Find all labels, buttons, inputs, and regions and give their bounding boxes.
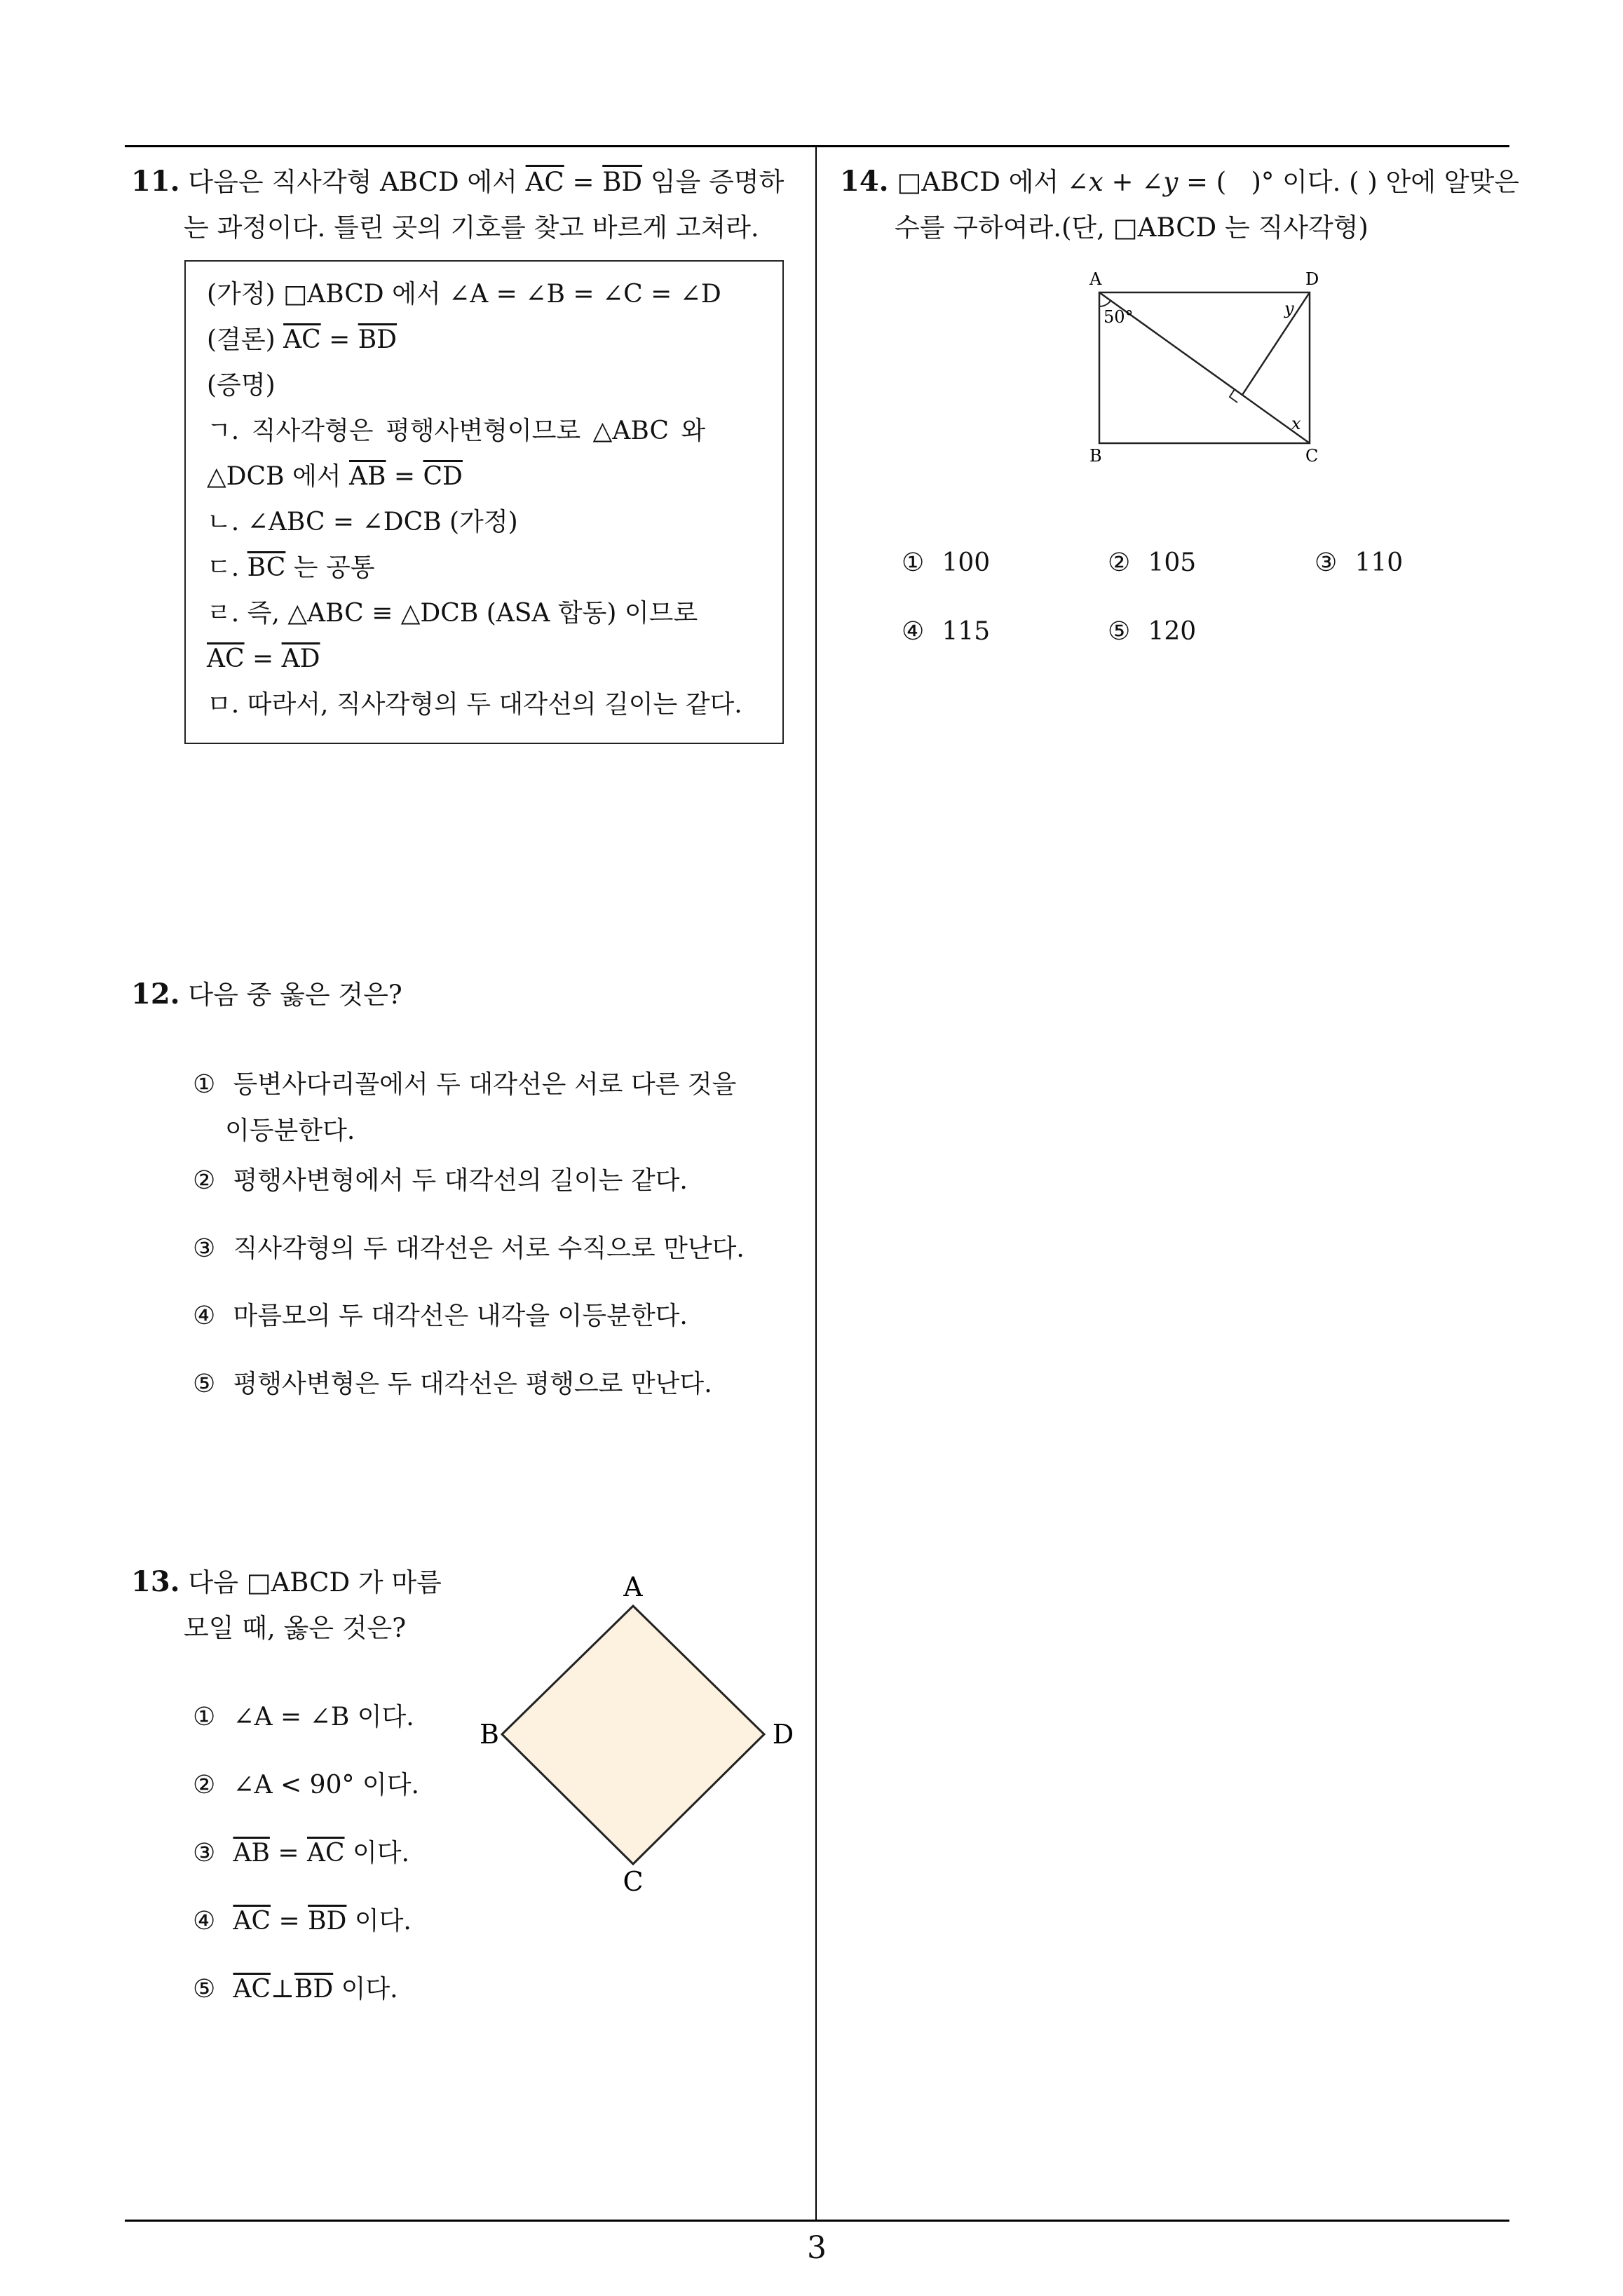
q14-option-5[interactable]: ⑤ 120 [1108, 617, 1197, 646]
option-mark: ② [193, 1771, 216, 1799]
option-mark: ① [902, 548, 925, 577]
perpendicular-from-d [1242, 292, 1310, 395]
question-14-text: 14. □ABCD 에서 ∠x + ∠y = ( )° 이다. ( ) 안에 알맞은 [840, 165, 1520, 198]
option-mark: ② [193, 1166, 216, 1195]
proof-heading: (증명) [207, 371, 276, 400]
angle-label-50: 50° [1103, 307, 1134, 327]
q13-option-1[interactable]: ① ∠A = ∠B 이다. [193, 1703, 414, 1731]
question-12-text: 12. 다음 중 옳은 것은? [131, 978, 402, 1011]
question-14-number: 14. [840, 165, 889, 198]
q12-option-5[interactable]: ⑤ 평행사변형은 두 대각선은 평행으로 만난다. [193, 1370, 712, 1398]
question-13-text: 13. 다음 □ABCD 가 마름 [131, 1565, 442, 1598]
option-mark: ③ [193, 1234, 216, 1263]
option-mark: ④ [193, 1302, 216, 1330]
question-11-number: 11. [131, 165, 180, 198]
proof-step-2: ㄴ. ∠ABC = ∠DCB (가정) [207, 508, 518, 536]
option-mark: ② [1108, 548, 1131, 577]
q13-option-3[interactable]: ③ $\overline{AB} = \overline{AC}$ 이다. [193, 1839, 409, 1868]
rect-label-A: A [1089, 269, 1102, 289]
top-rule [125, 145, 1509, 147]
q12-option-3[interactable]: ③ 직사각형의 두 대각선은 서로 수직으로 만난다. [193, 1234, 745, 1263]
question-13-number: 13. [131, 1565, 180, 1598]
q13-option-4[interactable]: ④ $\overline{AC} = \overline{BD}$ 이다. [193, 1907, 412, 1936]
bottom-rule [125, 2220, 1509, 2222]
rect-label-D: D [1305, 269, 1319, 289]
page-number: 3 [807, 2230, 827, 2266]
angle-label-x: x [1291, 414, 1301, 433]
option-mark: ③ [193, 1839, 216, 1868]
option-mark: ④ [902, 617, 925, 646]
q12-option-1[interactable]: ① 등변사다리꼴에서 두 대각선은 서로 다른 것을 [193, 1070, 737, 1099]
rhombus-figure [470, 1571, 806, 1907]
q14-option-3[interactable]: ③ 110 [1315, 548, 1404, 577]
rectangle-figure [1073, 266, 1339, 470]
angle-arc-50 [1099, 301, 1111, 306]
option-mark: ④ [193, 1907, 216, 1936]
proof-box [184, 260, 784, 744]
proof-step-4: ㄹ. 즉, △ABC ≡ △DCB (ASA 합동) 이므로 [207, 599, 698, 628]
rhombus-label-A: A [623, 1572, 643, 1602]
option-mark: ⑤ [1108, 617, 1131, 646]
option-mark: ⑤ [193, 1370, 216, 1398]
proof-step-5: ㅁ. 따라서, 직사각형의 두 대각선의 길이는 같다. [207, 690, 742, 719]
q13-option-2[interactable]: ② ∠A < 90° 이다. [193, 1771, 419, 1799]
proof-step-1b: △DCB 에서 $\overline{AB} = \overline{CD}$ [207, 462, 463, 491]
proof-conclusion: (결론) $\overline{AC} = \overline{BD}$ [207, 325, 398, 354]
rhombus-shape [502, 1606, 764, 1864]
option-mark: ⑤ [193, 1975, 216, 2004]
question-12-number: 12. [131, 978, 180, 1011]
question-11-text: 11. 다음은 직사각형 ABCD 에서 $\overline{AC} = \overline{BD}$ 임을 증명하 [131, 165, 785, 198]
q14-option-1[interactable]: ① 100 [902, 548, 991, 577]
rhombus-label-C: C [623, 1866, 644, 1897]
option-mark: ① [193, 1703, 216, 1731]
proof-step-4b: $\overline{AC} = \overline{AD}$ [207, 644, 320, 673]
rect-label-B: B [1089, 446, 1102, 466]
q12-option-4[interactable]: ④ 마름모의 두 대각선은 내각을 이등분한다. [193, 1302, 688, 1330]
proof-assumption: (가정) □ABCD 에서 ∠A = ∠B = ∠C = ∠D [207, 280, 721, 309]
angle-label-y: y [1284, 299, 1294, 318]
column-divider [815, 145, 817, 2221]
q13-option-5[interactable]: ⑤ $\overline{AC}\perp\overline{BD}$ 이다. [193, 1975, 398, 2004]
proof-step-3: ㄷ. $\overline{BC}$ 는 공통 [207, 553, 375, 582]
q12-option-1-line2: 이등분한다. [225, 1116, 355, 1145]
proof-step-1: ㄱ. 직사각형은 평행사변형이므로 △ABC 와 [207, 417, 706, 445]
option-mark: ① [193, 1070, 216, 1099]
q14-option-2[interactable]: ② 105 [1108, 548, 1197, 577]
rect-label-C: C [1305, 446, 1319, 466]
rhombus-label-B: B [480, 1719, 499, 1750]
question-13-text-line2: 모일 때, 옳은 것은? [184, 1613, 407, 1643]
question-14-text-line2: 수를 구하여라.(단, □ABCD 는 직사각형) [895, 212, 1369, 243]
option-mark: ③ [1315, 548, 1338, 577]
q12-option-2[interactable]: ② 평행사변형에서 두 대각선의 길이는 같다. [193, 1166, 688, 1195]
q14-option-4[interactable]: ④ 115 [902, 617, 991, 646]
rhombus-label-D: D [772, 1719, 794, 1750]
question-11-text-line2: 는 과정이다. 틀린 곳의 기호를 찾고 바르게 고쳐라. [184, 212, 759, 243]
